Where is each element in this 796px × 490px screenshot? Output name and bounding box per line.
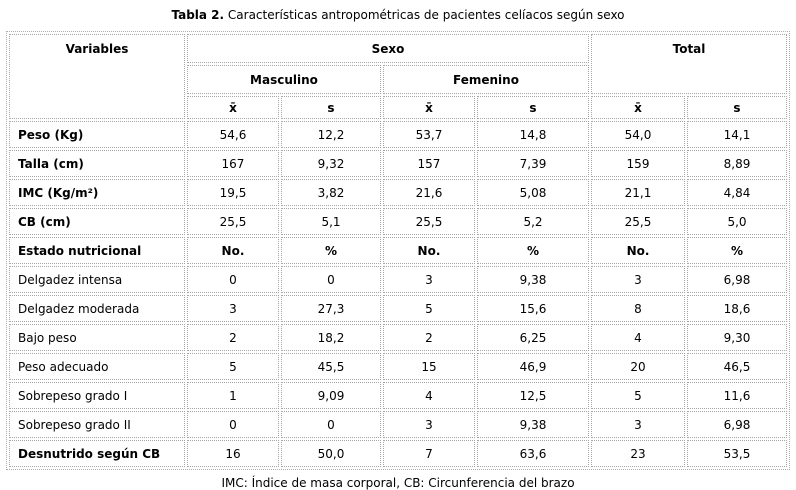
cell-value: 6,98 — [687, 411, 787, 438]
cell-value: 8 — [591, 295, 685, 322]
cell-value: 0 — [281, 266, 381, 293]
cell-value: 167 — [187, 150, 279, 177]
anthropometrics-table — [6, 31, 790, 470]
cell-value: 5 — [591, 382, 685, 409]
row-label: CB (cm) — [9, 208, 185, 235]
cell-value: 2 — [187, 324, 279, 351]
col-header-sd-total: s — [687, 96, 787, 119]
cell-value: No. — [187, 237, 279, 264]
cell-value: 25,5 — [383, 208, 475, 235]
cell-value: 11,6 — [687, 382, 787, 409]
cell-value: 5,1 — [281, 208, 381, 235]
cell-value: % — [281, 237, 381, 264]
cell-value: 23 — [591, 440, 685, 467]
col-header-total: Total — [591, 34, 787, 94]
col-header-sd-masculino: s — [281, 96, 381, 119]
table-row — [9, 324, 787, 351]
table-row — [9, 208, 787, 235]
row-label: Desnutrido según CB — [9, 440, 185, 467]
table-row — [9, 440, 787, 467]
cell-value: 25,5 — [187, 208, 279, 235]
cell-value: 4 — [591, 324, 685, 351]
cell-value: 16 — [187, 440, 279, 467]
row-label: Peso adecuado — [9, 353, 185, 380]
table-row — [9, 266, 787, 293]
col-header-masculino: Masculino — [187, 65, 381, 94]
cell-value: 25,5 — [591, 208, 685, 235]
table-row — [9, 353, 787, 380]
cell-value: 15,6 — [477, 295, 589, 322]
cell-value: 20 — [591, 353, 685, 380]
cell-value: 4 — [383, 382, 475, 409]
cell-value: 54,6 — [187, 121, 279, 148]
cell-value: 46,9 — [477, 353, 589, 380]
cell-value: 6,98 — [687, 266, 787, 293]
row-label: Delgadez intensa — [9, 266, 185, 293]
cell-value: 46,5 — [687, 353, 787, 380]
table-title — [0, 6, 796, 31]
cell-value: 157 — [383, 150, 475, 177]
table-title-label: Tabla 2. — [171, 8, 225, 22]
table-row — [9, 295, 787, 322]
cell-value: 0 — [281, 411, 381, 438]
cell-value: 9,38 — [477, 411, 589, 438]
cell-value: 45,5 — [281, 353, 381, 380]
row-label: IMC (Kg/m²) — [9, 179, 185, 206]
cell-value: 18,2 — [281, 324, 381, 351]
cell-value: 8,89 — [687, 150, 787, 177]
table-row — [9, 411, 787, 438]
cell-value: 54,0 — [591, 121, 685, 148]
col-header-mean-femenino: x̄ — [383, 96, 475, 119]
col-header-mean-total: x̄ — [591, 96, 685, 119]
cell-value: 7,39 — [477, 150, 589, 177]
table-footnote: IMC: Índice de masa corporal, CB: Circunferencia del brazo — [221, 476, 575, 490]
row-label: Bajo peso — [9, 324, 185, 351]
table-row — [9, 237, 787, 264]
cell-value: 5,0 — [687, 208, 787, 235]
row-label: Delgadez moderada — [9, 295, 185, 322]
cell-value: 4,84 — [687, 179, 787, 206]
cell-value: 0 — [187, 266, 279, 293]
row-label: Talla (cm) — [9, 150, 185, 177]
row-label: Sobrepeso grado I — [9, 382, 185, 409]
cell-value: 14,8 — [477, 121, 589, 148]
cell-value: 5 — [187, 353, 279, 380]
cell-value: 9,32 — [281, 150, 381, 177]
cell-value: 21,6 — [383, 179, 475, 206]
cell-value: 9,30 — [687, 324, 787, 351]
cell-value: 5 — [383, 295, 475, 322]
row-label: Sobrepeso grado II — [9, 411, 185, 438]
cell-value: 0 — [187, 411, 279, 438]
cell-value: 19,5 — [187, 179, 279, 206]
cell-value: 3 — [591, 411, 685, 438]
cell-value: 2 — [383, 324, 475, 351]
cell-value: 3,82 — [281, 179, 381, 206]
cell-value: 50,0 — [281, 440, 381, 467]
col-header-variables: Variables — [9, 34, 185, 119]
table-row — [9, 382, 787, 409]
cell-value: 15 — [383, 353, 475, 380]
table-row — [9, 179, 787, 206]
cell-value: 3 — [187, 295, 279, 322]
cell-value: 3 — [591, 266, 685, 293]
cell-value: 53,7 — [383, 121, 475, 148]
cell-value: 5,08 — [477, 179, 589, 206]
cell-value: 63,6 — [477, 440, 589, 467]
cell-value: 5,2 — [477, 208, 589, 235]
cell-value: 12,5 — [477, 382, 589, 409]
cell-value: No. — [591, 237, 685, 264]
cell-value: % — [477, 237, 589, 264]
cell-value: % — [687, 237, 787, 264]
col-header-sd-femenino: s — [477, 96, 589, 119]
table-row — [9, 150, 787, 177]
cell-value: 3 — [383, 266, 475, 293]
cell-value: 53,5 — [687, 440, 787, 467]
cell-value: 27,3 — [281, 295, 381, 322]
table-row — [9, 121, 787, 148]
header-row-groups — [9, 34, 787, 63]
col-header-femenino: Femenino — [383, 65, 589, 94]
cell-value: 7 — [383, 440, 475, 467]
cell-value: 9,38 — [477, 266, 589, 293]
cell-value: 6,25 — [477, 324, 589, 351]
cell-value: 159 — [591, 150, 685, 177]
col-header-mean-masculino: x̄ — [187, 96, 279, 119]
row-label: Estado nutricional — [9, 237, 185, 264]
cell-value: No. — [383, 237, 475, 264]
table-title-text: Características antropométricas de pacientes celíacos según sexo — [227, 8, 625, 22]
cell-value: 3 — [383, 411, 475, 438]
cell-value: 14,1 — [687, 121, 787, 148]
col-header-sexo: Sexo — [187, 34, 589, 63]
row-label: Peso (Kg) — [9, 121, 185, 148]
cell-value: 18,6 — [687, 295, 787, 322]
cell-value: 9,09 — [281, 382, 381, 409]
cell-value: 12,2 — [281, 121, 381, 148]
cell-value: 21,1 — [591, 179, 685, 206]
cell-value: 1 — [187, 382, 279, 409]
